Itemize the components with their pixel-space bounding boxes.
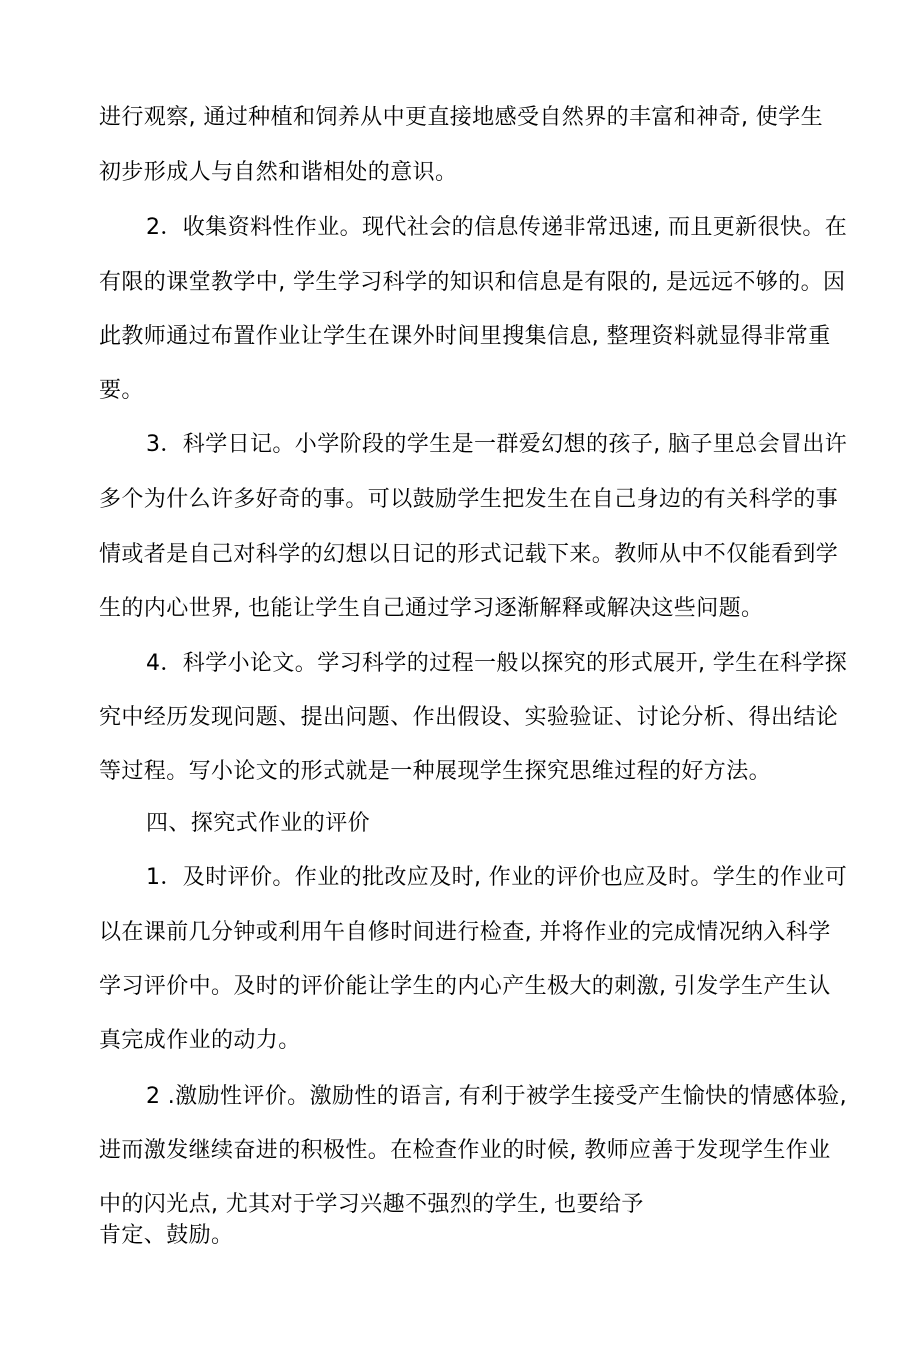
text-line: 多个为什么许多好奇的事。可以鼓励学生把发生在自己身边的有关科学的事: [99, 487, 839, 512]
text-line: 此教师通过布置作业让学生在课外时间里搜集信息, 整理资料就显得非常重: [99, 324, 831, 349]
text-line: 2 .激励性评价。激励性的语言, 有利于被学生接受产生愉快的情感体验,: [146, 1084, 847, 1109]
text-line: 进而激发继续奋进的积极性。在检查作业的时候, 教师应善于发现学生作业: [99, 1138, 831, 1163]
text-line: 究中经历发现问题、提出问题、作出假设、实验验证、讨论分析、得出结论: [99, 705, 839, 730]
text-line: 真完成作业的动力。: [99, 1028, 301, 1053]
text-line: 2．收集资料性作业。现代社会的信息传递非常迅速, 而且更新很快。在: [146, 215, 848, 240]
text-line: 初步形成人与自然和谐相处的意识。: [99, 160, 458, 185]
text-line: 3．科学日记。小学阶段的学生是一群爱幻想的孩子, 脑子里总会冒出许: [146, 432, 848, 457]
text-line: 生的内心世界, 也能让学生自己通过学习逐渐解释或解决这些问题。: [99, 596, 764, 621]
text-line: 1．及时评价。作业的批改应及时, 作业的评价也应及时。学生的作业可: [146, 865, 848, 890]
text-line: 要。: [99, 378, 144, 403]
text-line: 有限的课堂教学中, 学生学习科学的知识和信息是有限的, 是远远不够的。因: [99, 270, 846, 295]
text-line: 学习评价中。及时的评价能让学生的内心产生极大的刺激, 引发学生产生认: [99, 974, 831, 999]
text-line: 肯定、鼓励。: [99, 1223, 234, 1248]
text-line: 中的闪光点, 尤其对于学习兴趣不强烈的学生, 也要给予: [99, 1192, 644, 1217]
text-line: 情或者是自己对科学的幻想以日记的形式记载下来。教师从中不仅能看到学: [99, 542, 839, 567]
section-heading: 四、探究式作业的评价: [146, 811, 371, 836]
text-line: 以在课前几分钟或利用午自修时间进行检查, 并将作业的完成情况纳入科学: [99, 920, 831, 945]
text-line: 进行观察, 通过种植和饲养从中更直接地感受自然界的丰富和神奇, 使学生: [99, 105, 823, 130]
text-line: 4．科学小论文。学习科学的过程一般以探究的形式展开, 学生在科学探: [146, 651, 848, 676]
text-line: 等过程。写小论文的形式就是一种展现学生探究思维过程的好方法。: [99, 759, 772, 784]
